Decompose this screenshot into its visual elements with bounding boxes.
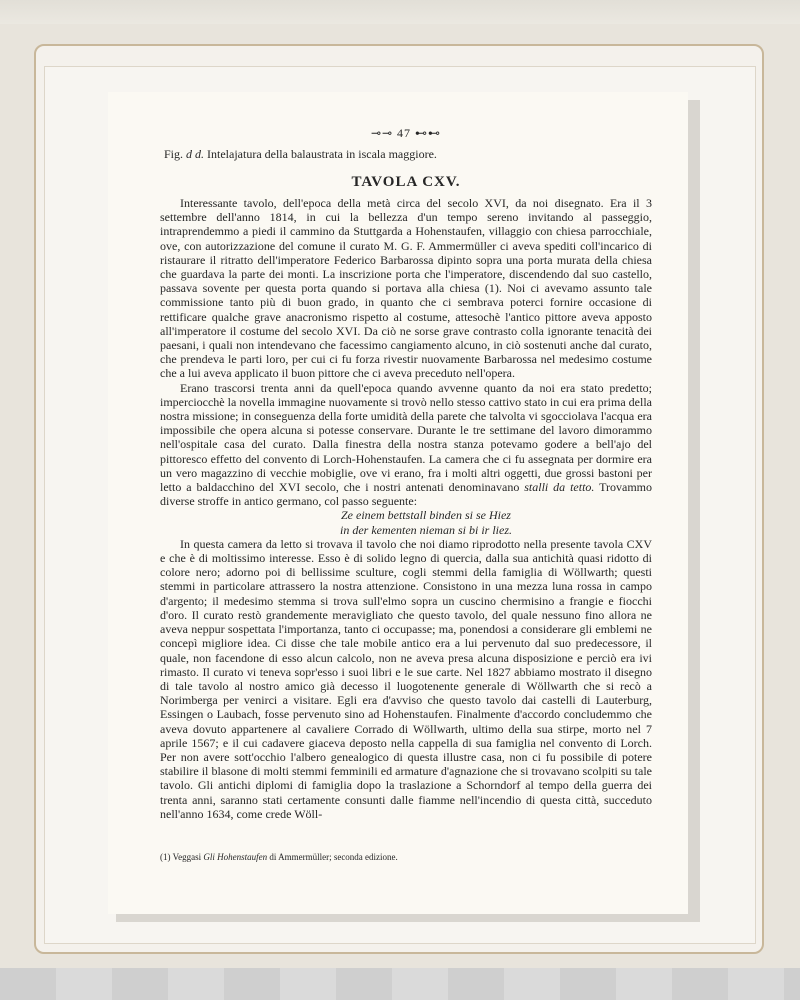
footnote-prefix: (1) Veggasi xyxy=(160,852,204,862)
figure-caption-prefix: Fig. xyxy=(164,147,187,161)
paragraph: In questa camera da letto si trovava il tavolo che noi diamo riprodotto nella presente tavola CXV e che è di moltissimo interesse. Esso è di solido legno di quercia, dalla sua antichità quasi ridotto di colore nero; adorno poi di bellissime sculture, cogli stemmi della famiglia di Wöllwarth; questi stemmi in particolare attrassero la nostra attenzione. Consistono in una mezza luna rossa in campo d'argento; il medesimo stemma si trova sull'elmo sopra un cuscino chermisino a frangie e fiocchi d'oro. Il curato restò grandemente meravigliato che questo tavolo, del quale nessuno fino allora ne aveva neppur sospettata l'importanza, tanto ci occupasse; ma, ponendosi a considerare gli emblemi ne concepì migliore idea. Ci disse che tale mobile antico era a lui pervenuto dal suo predecessore, il quale, non facendone di esso alcun calcolo, non ne aveva presa alcuna disposizione e perciò era ivi rimasto. Il curato vi teneva sopr'esso i suoi libri e le sue carte. Nel 1827 abbiamo mostrato il disegno di tale tavolo al nostro amico già decesso il luogotenente generale di Wöllwarth che si recò a Norimberga per venirci a visitare. Egli era d'avviso che questo tavolo dai castelli di Lauterburg, Essingen o Laubach, fosse pervenuto sino ad Hohenstaufen. Finalmente d'accordo concludemmo che aveva dovuto appartenere al cavaliere Corrado di Wöllwarth, ultimo della sua stirpe, morto nel 7 aprile 1567; e il cui cadavere giaceva deposto nella cappella di sua famiglia nel convento di Lorch. Per non avere sott'occhio l'albero genealogico di questa illustre casa, non ci fu possibile di potere stabilire il blasone di molti stemmi femminili ed armature d'agnazione che si trovavano scolpiti su tale tavolo. Gli antichi diplomi di famiglia dopo la traslazione a Schorndorf al tempo della guerra dei trenta anni, saranno stati certamente consunti dalle fiamme nell'incendio di questa città, succeduto nell'anno 1634, come crede Wöll- xyxy=(160,536,652,821)
paragraph-continuation: Trovammo diverse stroffe in antico germano, col passo seguente: xyxy=(160,480,652,509)
top-band xyxy=(0,0,800,24)
page-number: ⊸⊸ 47 ⊷⊷ xyxy=(370,126,442,140)
bottom-band xyxy=(0,968,800,1000)
footnote xyxy=(160,852,398,863)
paragraph-text: Erano trascorsi trenta anni da quell'epoca quando avvenne quanto da noi era stato predetto; imperciocchè la novella immagine nuovamente si trovò nello stesso cattivo stato in cui era prima della nostra missione; in conseguenza della forte umidità della parete che talvolta vi sgocciolava l'acqua era impossibile che opera alcuna si potesse conservare. Durante le tre settimane del lavoro dimorammo nell'ospitale casa del curato. Dalla finestra della nostra stanza potevamo godere a bell'ajo del pittoresco effetto del convento di Lorch-Hohenstaufen. La camera che ci fu assegnata per dormire era un vero magazzino di vecchie mobiglie, ove vi erano, fra i molti altri oggetti, due grossi bastoni per letto a baldacchino del XVI secolo, che i nostri antenati denominavano xyxy=(160,380,652,495)
figure-caption-text: Intelajatura della balaustrata in iscala maggiore. xyxy=(204,147,437,161)
footnote-suffix: di Ammermüller; seconda edizione. xyxy=(267,852,398,862)
paragraph xyxy=(160,381,652,509)
paragraph: Interessante tavolo, dell'epoca della metà circa del secolo XVI, da noi disegnato. Era il 3 settembre dell'anno 1814, in cui la bellezza d'un tempo sereno invitando al passeggio, intraprendemmo a piedi il cammino da Stuttgarda a Hohenstaufen, villaggio con chiesa parrocchiale, ove, con autorizzazione del comune il curato M. G. F. Ammermüller ci aveva spediti coll'incarico di ristaurare il ritratto dell'imperatore Federico Barbarossa dipinto sopra una porta murata della chiesa che guardava la parte dei monti. La inscrizione porta che l'imperatore, discendendo dal suo castello, passava sovente per questa porta quando si portava alla chiesa (1). Noi ci avevamo assunto tale commissione tanto più di buon grado, in quanto che ci sembrava poterci fornire occasione di rettificare qualche grave anacronismo rispetto al costume, attesochè l'antico pittore aveva apposto all'imperatore il costume del secolo XVI. Da ciò ne sorse grave contrasto colla ignorante tenacità dei paesani, i quali non intendevano che facessimo cangiamento alcuno, in ciò sostenuti anche dal curato, che prendeva le parti loro, per cui ci fu forza rivestir nuovamente Barbarossa nel medesimo costume che a lui aveva applicato il buon pittore che ci aveva preceduto nell'opera. xyxy=(160,196,652,381)
footnote-italic: Gli Hohenstaufen xyxy=(203,852,268,862)
body-text xyxy=(160,196,652,821)
document-page xyxy=(108,92,688,914)
figure-caption xyxy=(164,147,652,162)
plate-title: TAVOLA CXV. xyxy=(351,174,461,190)
verse-line: in der kementen nieman si bi ir liez. xyxy=(340,522,512,537)
figure-caption-label: d d. xyxy=(186,147,205,161)
italic-phrase: stalli da tetto. xyxy=(524,480,595,495)
verse-line: Ze einem bettstall binden si se Hiez xyxy=(341,508,511,523)
